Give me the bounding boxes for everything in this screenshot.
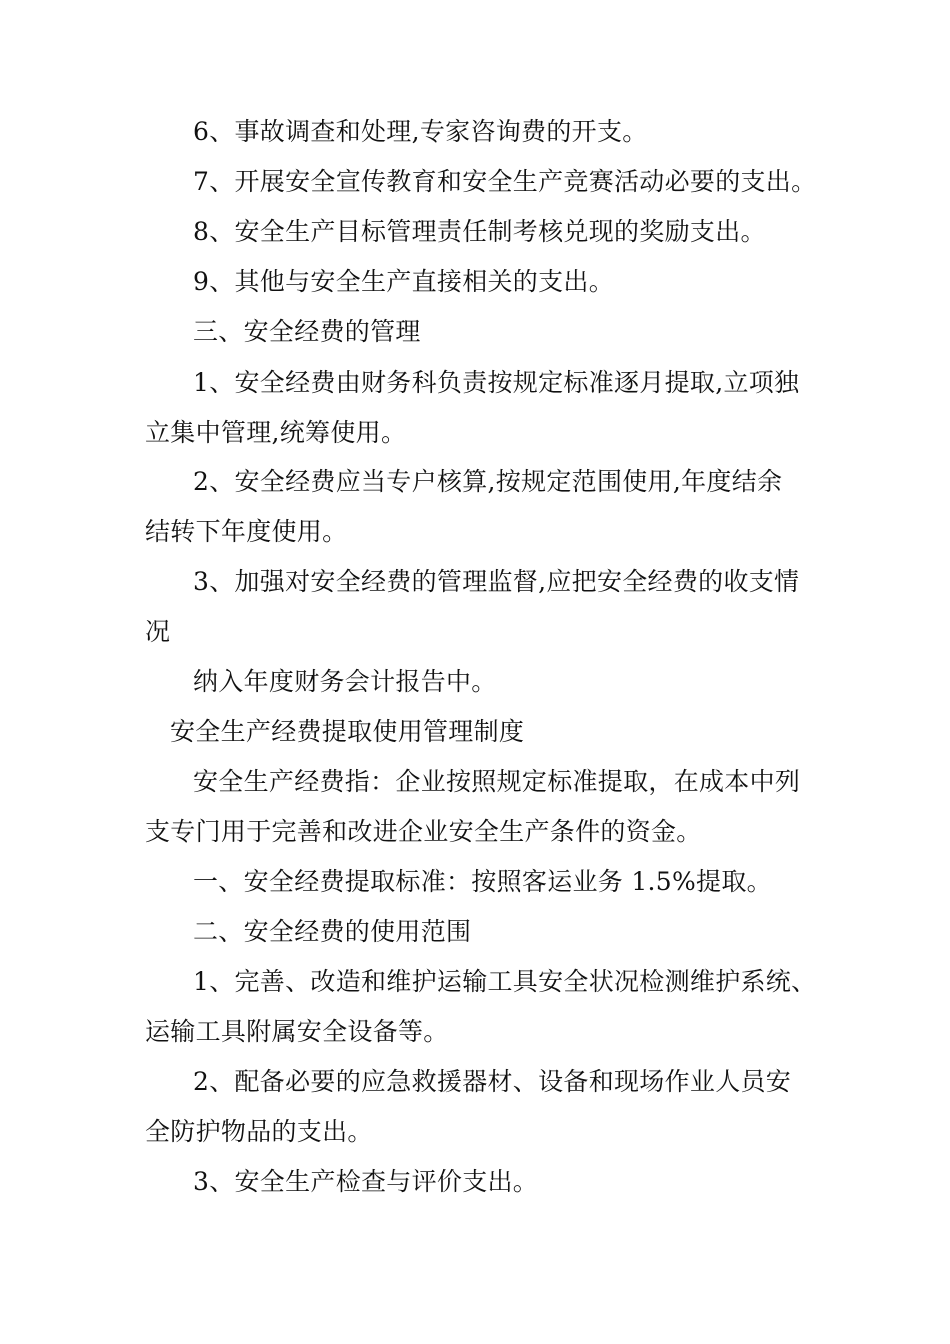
document-title: 安全生产经费提取使用管理制度 xyxy=(170,717,525,746)
text-line-usage1-a: 1、完善、改造和维护运输工具安全状况检测维护系统、 xyxy=(193,967,817,996)
text-line-mgmt1-b: 立集中管理,统筹使用。 xyxy=(145,418,407,447)
text-line-usage2-a: 2、配备必要的应急救援器材、设备和现场作业人员安 xyxy=(193,1067,792,1096)
section-heading-usage-scope: 二、安全经费的使用范围 xyxy=(193,917,472,946)
text-line-usage1-b: 运输工具附属安全设备等。 xyxy=(145,1017,449,1046)
text-line-extraction-standard: 一、安全经费提取标准：按照客运业务 1.5%提取。 xyxy=(193,867,772,896)
text-line-usage3: 3、安全生产检查与评价支出。 xyxy=(193,1167,539,1196)
text-line-usage2-b: 全防护物品的支出。 xyxy=(145,1117,373,1146)
text-line-item9: 9、其他与安全生产直接相关的支出。 xyxy=(193,267,615,296)
text-line-item6: 6、事故调查和处理,专家咨询费的开支。 xyxy=(193,117,648,146)
text-line-mgmt3-b: 况 xyxy=(145,617,171,646)
text-line-item8: 8、安全生产目标管理责任制考核兑现的奖励支出。 xyxy=(193,217,766,246)
text-line-definition-a: 安全生产经费指：企业按照规定标准提取，在成本中列 xyxy=(193,767,801,796)
text-line-mgmt2-b: 结转下年度使用。 xyxy=(145,517,348,546)
section-heading-management: 三、安全经费的管理 xyxy=(193,317,421,346)
text-line-mgmt1-a: 1、安全经费由财务科负责按规定标准逐月提取,立项独 xyxy=(193,368,800,397)
text-line-mgmt3-a: 3、加强对安全经费的管理监督,应把安全经费的收支情 xyxy=(193,567,800,596)
text-line-mgmt2-a: 2、安全经费应当专户核算,按规定范围使用,年度结余 xyxy=(193,467,783,496)
text-line-mgmt3-c: 纳入年度财务会计报告中。 xyxy=(193,667,497,696)
text-line-definition-b: 支专门用于完善和改进企业安全生产条件的资金。 xyxy=(145,817,702,846)
text-line-item7: 7、开展安全宣传教育和安全生产竞赛活动必要的支出。 xyxy=(193,167,817,196)
